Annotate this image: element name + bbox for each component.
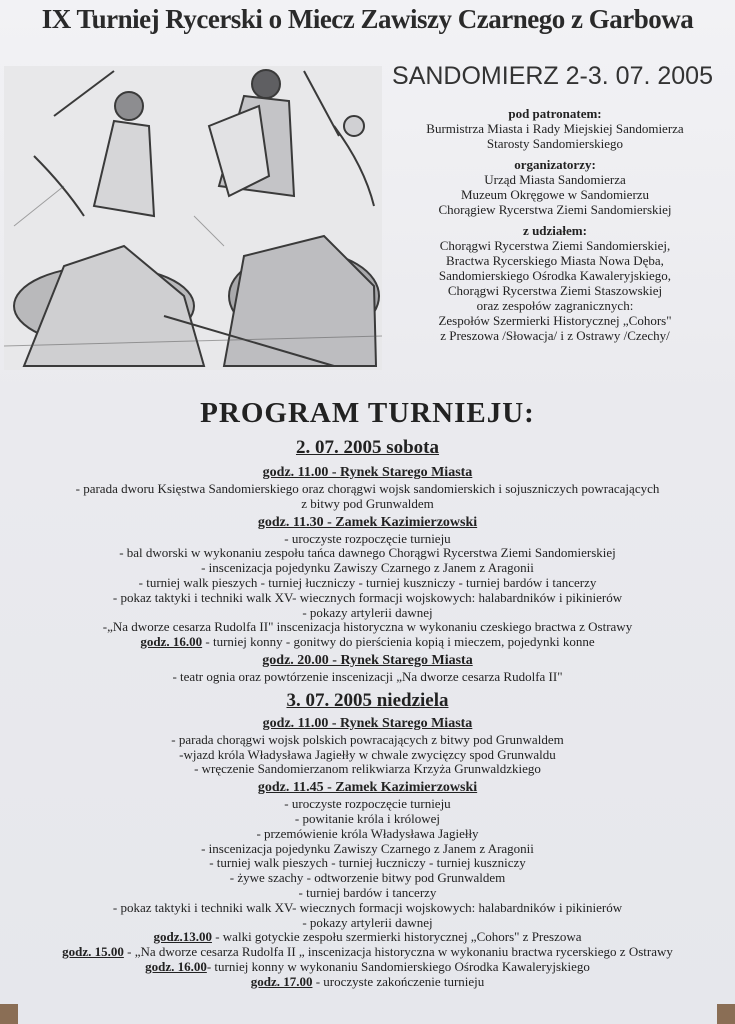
schedule-item-text: - uroczyste zakończenie turnieju	[312, 973, 485, 989]
schedule-item: - przemówienie króla Władysława Jagiełły	[256, 825, 479, 841]
schedule-item: - uroczyste rozpoczęcie turnieju	[284, 796, 451, 812]
schedule-item: - żywe szachy - odtworzenie bitwy pod Grunwaldem	[229, 870, 506, 886]
schedule-item: - bal dworski w wykonaniu zespołu tańca dawnego Chorągwi Rycerstwa Ziemi Sandomierskiej	[119, 545, 616, 561]
organizer-line: Muzeum Okręgowe w Sandomierzu	[460, 187, 650, 202]
schedule-item: - turniej walk pieszych - turniej łuczniczy - turniej kuszniczy - turniej bardów i tancerzy	[138, 574, 597, 590]
schedule-item: - pokazy artylerii dawnej	[302, 914, 433, 930]
schedule-time: godz. 16.00	[140, 634, 203, 650]
schedule-item: - pokaz taktyki i techniki walk XV- wiecznych formacji wojskowych: halabardników i pikinierów	[112, 589, 623, 605]
schedule-item-text: - turniej konny w wykonaniu Sandomierskiego Ośrodka Kawaleryjskiego	[206, 958, 590, 974]
organizers-header: organizatorzy:	[514, 157, 596, 172]
participant-line: Sandomierskiego Ośrodka Kawaleryjskiego,	[438, 268, 672, 283]
schedule-item	[0, 930, 735, 945]
schedule-item: - wręczenie Sandomierzanom relikwiarza Krzyża Grunwaldzkiego	[194, 761, 541, 777]
patronage-line: Starosty Sandomierskiego	[486, 136, 624, 151]
schedule-time: godz. 16.00	[145, 958, 207, 974]
schedule-slot-heading: godz. 11.00 - Rynek Starego Miasta	[262, 715, 473, 731]
schedule-item-text: - turniej konny - gonitwy do pierścienia kopią i mieczem, pojedynki konne	[202, 634, 595, 650]
schedule-slot-heading: godz. 11.45 - Zamek Kazimierzowski	[257, 780, 478, 796]
participant-line: Chorągwi Rycerstwa Ziemi Sandomierskiej,	[439, 238, 671, 253]
day-heading: 3. 07. 2005 niedziela	[286, 689, 449, 711]
schedule-time: godz. 17.00	[250, 973, 313, 989]
patronage-line: Burmistrza Miasta i Rady Miejskiej Sandomierza	[426, 121, 684, 136]
schedule-item: - pokazy artylerii dawnej	[302, 604, 433, 620]
participant-line: Bractwa Rycerskiego Miasta Nowa Dęba,	[446, 253, 664, 268]
organizer-line: Urząd Miasta Sandomierza	[484, 172, 626, 187]
schedule-slot-heading: godz. 20.00 - Rynek Starego Miasta	[262, 652, 473, 668]
schedule-time: godz. 15.00	[62, 944, 124, 960]
schedule-item: - parada chorągwi wojsk polskich powracających z bitwy pod Grunwaldem	[171, 731, 564, 747]
schedule-slot-heading: godz. 11.00 - Rynek Starego Miasta	[262, 465, 473, 480]
participants-header: z udziałem:	[523, 223, 587, 238]
schedule-item: z bitwy pod Grunwaldem	[301, 495, 434, 511]
schedule-item-text: - walki gotyckie zespołu szermierki historycznej „Cohors" z Preszowa	[211, 929, 582, 945]
poster-title: IX Turniej Rycerski o Miecz Zawiszy Czarnego z Garbowa	[41, 4, 694, 34]
schedule-item: - teatr ognia oraz powtórzenie inscenizacji „Na dworze cesarza Rudolfa II"	[172, 668, 563, 684]
event-dates: SANDOMIERZ 2-3. 07. 2005	[392, 62, 713, 90]
schedule-item: - turniej bardów i tancerzy	[298, 884, 437, 900]
wall-corner-left	[0, 1004, 18, 1024]
schedule-item: - pokaz taktyki i techniki walk XV- wiecznych formacji wojskowych: halabardników i pikinierów	[112, 899, 623, 915]
participant-line: z Preszowa /Słowacja/ i z Ostrawy /Czechy/	[440, 328, 670, 343]
schedule-item: - inscenizacja pojedynku Zawiszy Czarnego z Janem z Aragonii	[201, 560, 534, 576]
schedule-item	[0, 960, 735, 975]
schedule-item: - turniej walk pieszych - turniej łuczniczy - turniej kuszniczy	[209, 855, 526, 871]
program-section	[0, 396, 735, 990]
schedule-item: - uroczyste rozpoczęcie turnieju	[284, 530, 451, 546]
schedule-item: -wjazd króla Władysława Jagiełły w chwale zwycięzcy spod Grunwaldu	[179, 746, 556, 762]
day-heading: 2. 07. 2005 sobota	[295, 437, 440, 458]
wall-corner-right	[717, 1004, 735, 1024]
program-title: PROGRAM TURNIEJU:	[200, 397, 535, 429]
schedule-item: - parada dworu Księstwa Sandomierskiego oraz chorągwi wojsk sandomierskich i sojuszniczych powracających	[75, 481, 660, 496]
schedule-slot-heading: godz. 11.30 - Zamek Kazimierzowski	[257, 514, 478, 530]
knights-battle-engraving	[4, 66, 382, 370]
organizers-block	[395, 106, 715, 343]
organizer-line: Chorągiew Rycerstwa Ziemi Sandomierskiej	[438, 202, 672, 217]
schedule-item	[0, 635, 735, 650]
schedule-item: -„Na dworze cesarza Rudolfa II" inscenizacja historyczna w wykonaniu czeskiego bractwa z Ostrawy	[102, 619, 633, 635]
participant-line: Zespołów Szermierki Historycznej „Cohors"	[438, 313, 672, 328]
schedule-item-text: - „Na dworze cesarza Rudolfa II „ inscenizacja historyczna w wykonaniu bractwa rycerskiego z Ostrawy	[123, 944, 673, 960]
schedule-time: godz.13.00	[153, 929, 212, 945]
patronage-header: pod patronatem:	[508, 106, 602, 121]
schedule-item: - inscenizacja pojedynku Zawiszy Czarnego z Janem z Aragonii	[201, 840, 534, 856]
participant-line: oraz zespołów zagranicznych:	[476, 298, 634, 313]
participant-line: Chorągwi Rycerstwa Ziemi Staszowskiej	[447, 283, 663, 298]
schedule-item	[0, 975, 735, 990]
schedule-item: - powitanie króla i królowej	[294, 810, 441, 826]
schedule-item	[0, 945, 735, 960]
